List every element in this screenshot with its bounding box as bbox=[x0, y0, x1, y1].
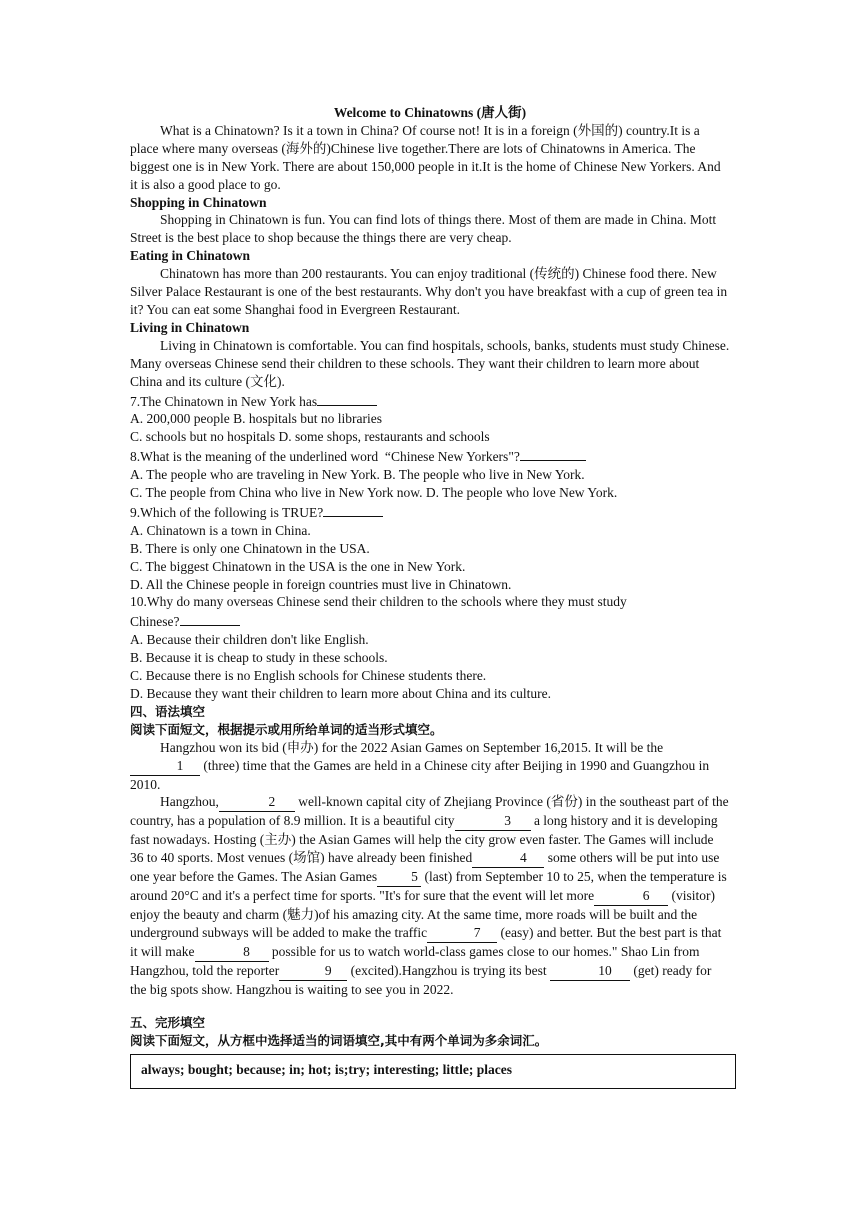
cloze-text: (three) time that the Games are held in a Chinese city after Beijing in 1990 and Guangzhou in 2010. bbox=[130, 757, 710, 792]
cloze-blank-7[interactable]: 7 bbox=[427, 924, 497, 943]
answer-blank[interactable] bbox=[520, 446, 586, 461]
cloze-blank-2[interactable]: 2 bbox=[219, 793, 295, 812]
cloze-blank-4[interactable]: 4 bbox=[472, 849, 544, 868]
cloze-text: (excited).Hangzhou is trying its best bbox=[350, 962, 547, 978]
question-8 bbox=[130, 446, 730, 466]
question-8-stem-end: "? bbox=[508, 449, 520, 465]
question-10-option-b: B. Because it is cheap to study in these schools. bbox=[130, 650, 388, 666]
cloze-paragraph-1 bbox=[130, 739, 730, 794]
cloze-text: well-known capital city of Zhejiang Province (省份) in the southeast part of the country, has a population of 8.9 million. It is a beautiful city bbox=[130, 794, 729, 829]
cloze-text: Hangzhou, bbox=[160, 794, 219, 810]
word-bank-box bbox=[130, 1054, 736, 1089]
section-4-instruction: 阅读下面短文，根据提示或用所给单词的适当形式填空。 bbox=[130, 721, 443, 737]
passage-title: Welcome to Chinatowns (唐人街) bbox=[333, 105, 527, 120]
cloze-blank-8[interactable]: 8 bbox=[195, 943, 269, 962]
question-8-options-cd: C. The people from China who live in New York now. D. The people who love New York. bbox=[130, 485, 618, 501]
shopping-paragraph: Shopping in Chinatown is fun. You can find lots of things there. Most of them are made in China. Mott Street is the best place to shop because the things there are very cheap. bbox=[130, 212, 717, 246]
shopping-heading: Shopping in Chinatown bbox=[130, 194, 267, 210]
cloze-text: Hangzhou won its bid (申办) for the 2022 Asian Games on September 16,2015. It will be the bbox=[160, 739, 664, 755]
living-heading: Living in Chinatown bbox=[130, 319, 250, 335]
question-9-option-c: C. The biggest Chinatown in the USA is the one in New York. bbox=[130, 558, 466, 574]
document-page bbox=[130, 104, 730, 1089]
cloze-blank-3[interactable]: 3 bbox=[455, 812, 531, 831]
intro-paragraph: What is a Chinatown? Is it a town in China? Of course not! It is in a foreign (外国的) country.It is a place where many overseas (海外的)Chinese live together.There are lots of Chinatowns in America. The biggest one is in New York. There are about 150,000 people in it.It is the home of Chinese New Yorkers. And it is also a good place to go. bbox=[130, 122, 721, 192]
cloze-text: (get) ready for the big spots show. Hangzhou is waiting to see you in 2022. bbox=[130, 962, 712, 997]
question-9-option-d: D. All the Chinese people in foreign countries must live in Chinatown. bbox=[130, 576, 512, 592]
question-9-option-a: A. Chinatown is a town in China. bbox=[130, 522, 311, 538]
cloze-text: (last) from September 10 to 25, when the temperature is around 20°C and it's a perfect time for sports. "It's for sure that the event will let more bbox=[130, 869, 727, 903]
cloze-paragraph-2 bbox=[130, 793, 730, 998]
living-paragraph: Living in Chinatown is comfortable. You can find hospitals, schools, banks, students must study Chinese. Many overseas Chinese send their children to these schools. They want their children to learn more about China and its culture (文化). bbox=[130, 337, 730, 389]
question-9-option-b: B. There is only one Chinatown in the USA. bbox=[130, 540, 370, 556]
question-8-options-ab: A. The people who are traveling in New York. B. The people who live in New York. bbox=[130, 467, 585, 483]
question-10-stem-end: Chinese? bbox=[130, 614, 180, 630]
question-7-options-ab: A. 200,000 people B. hospitals but no libraries bbox=[130, 411, 382, 427]
cloze-blank-1[interactable]: 1 bbox=[130, 757, 200, 776]
question-9 bbox=[130, 502, 730, 522]
cloze-blank-9[interactable]: 9 bbox=[279, 962, 347, 981]
question-10-stem: 10.Why do many overseas Chinese send their children to the schools where they must study bbox=[130, 594, 627, 610]
cloze-blank-10[interactable]: 10 bbox=[550, 962, 630, 981]
cloze-text: some others will be put into use one year before the Games. The Asian Games bbox=[130, 850, 720, 885]
answer-blank[interactable] bbox=[180, 611, 240, 626]
question-8-stem: 8.What is the meaning of the underlined word “ bbox=[130, 449, 391, 465]
section-5-heading: 五、完形填空 bbox=[130, 1015, 206, 1031]
eating-heading: Eating in Chinatown bbox=[130, 248, 251, 264]
underlined-word: Chinese New Yorkers bbox=[390, 449, 509, 465]
answer-blank[interactable] bbox=[323, 502, 383, 517]
question-9-stem: 9.Which of the following is TRUE? bbox=[130, 504, 324, 520]
cloze-blank-6[interactable]: 6 bbox=[594, 887, 668, 906]
cloze-text: a long history and it is developing fast nowadays. Hosting (主办) the Asian Games will help the city grow even faster. The Games will include 36 to 40 sports. Most venues (场馆) have already been finished bbox=[130, 813, 718, 866]
question-10-option-a: A. Because their children don't like English. bbox=[130, 632, 369, 648]
cloze-text: (visitor) enjoy the beauty and charm (魅力)of his amazing city. At the same time, more roads will be built and the underground subways will be added to make the traffic bbox=[130, 887, 716, 940]
question-10-option-d: D. Because they want their children to learn more about China and its culture. bbox=[130, 686, 551, 701]
word-bank-text: always; bought; because; in; hot; is;try; interesting; little; places bbox=[141, 1062, 512, 1078]
answer-blank[interactable] bbox=[317, 391, 377, 406]
question-7 bbox=[130, 391, 730, 411]
cloze-blank-5[interactable]: 5 bbox=[377, 868, 421, 887]
spacer bbox=[130, 998, 730, 1014]
eating-paragraph: Chinatown has more than 200 restaurants. You can enjoy traditional (传统的) Chinese food there. New Silver Palace Restaurant is one of the best restaurants. Why don't you have breakfast with a cup of green tea in it? You can eat some Shanghai food in Evergreen Restaurant. bbox=[130, 266, 728, 317]
section-5-instruction: 阅读下面短文，从方框中选择适当的词语填空,其中有两个单词为多余词汇。 bbox=[130, 1033, 548, 1049]
question-7-options-cd: C. schools but no hospitals D. some shops, restaurants and schools bbox=[130, 429, 490, 445]
question-10-stem-cont bbox=[130, 611, 730, 631]
cloze-text: (easy) and better. But the best part is that it will make bbox=[130, 924, 722, 959]
section-4-heading: 四、语法填空 bbox=[130, 703, 206, 719]
cloze-text: possible for us to watch world-class games close to our homes." Shao Lin from Hangzhou, told the reporter bbox=[130, 943, 700, 978]
question-7-stem: 7.The Chinatown in New York has bbox=[130, 393, 318, 409]
question-10-option-c: C. Because there is no English schools for Chinese students there. bbox=[130, 668, 487, 684]
